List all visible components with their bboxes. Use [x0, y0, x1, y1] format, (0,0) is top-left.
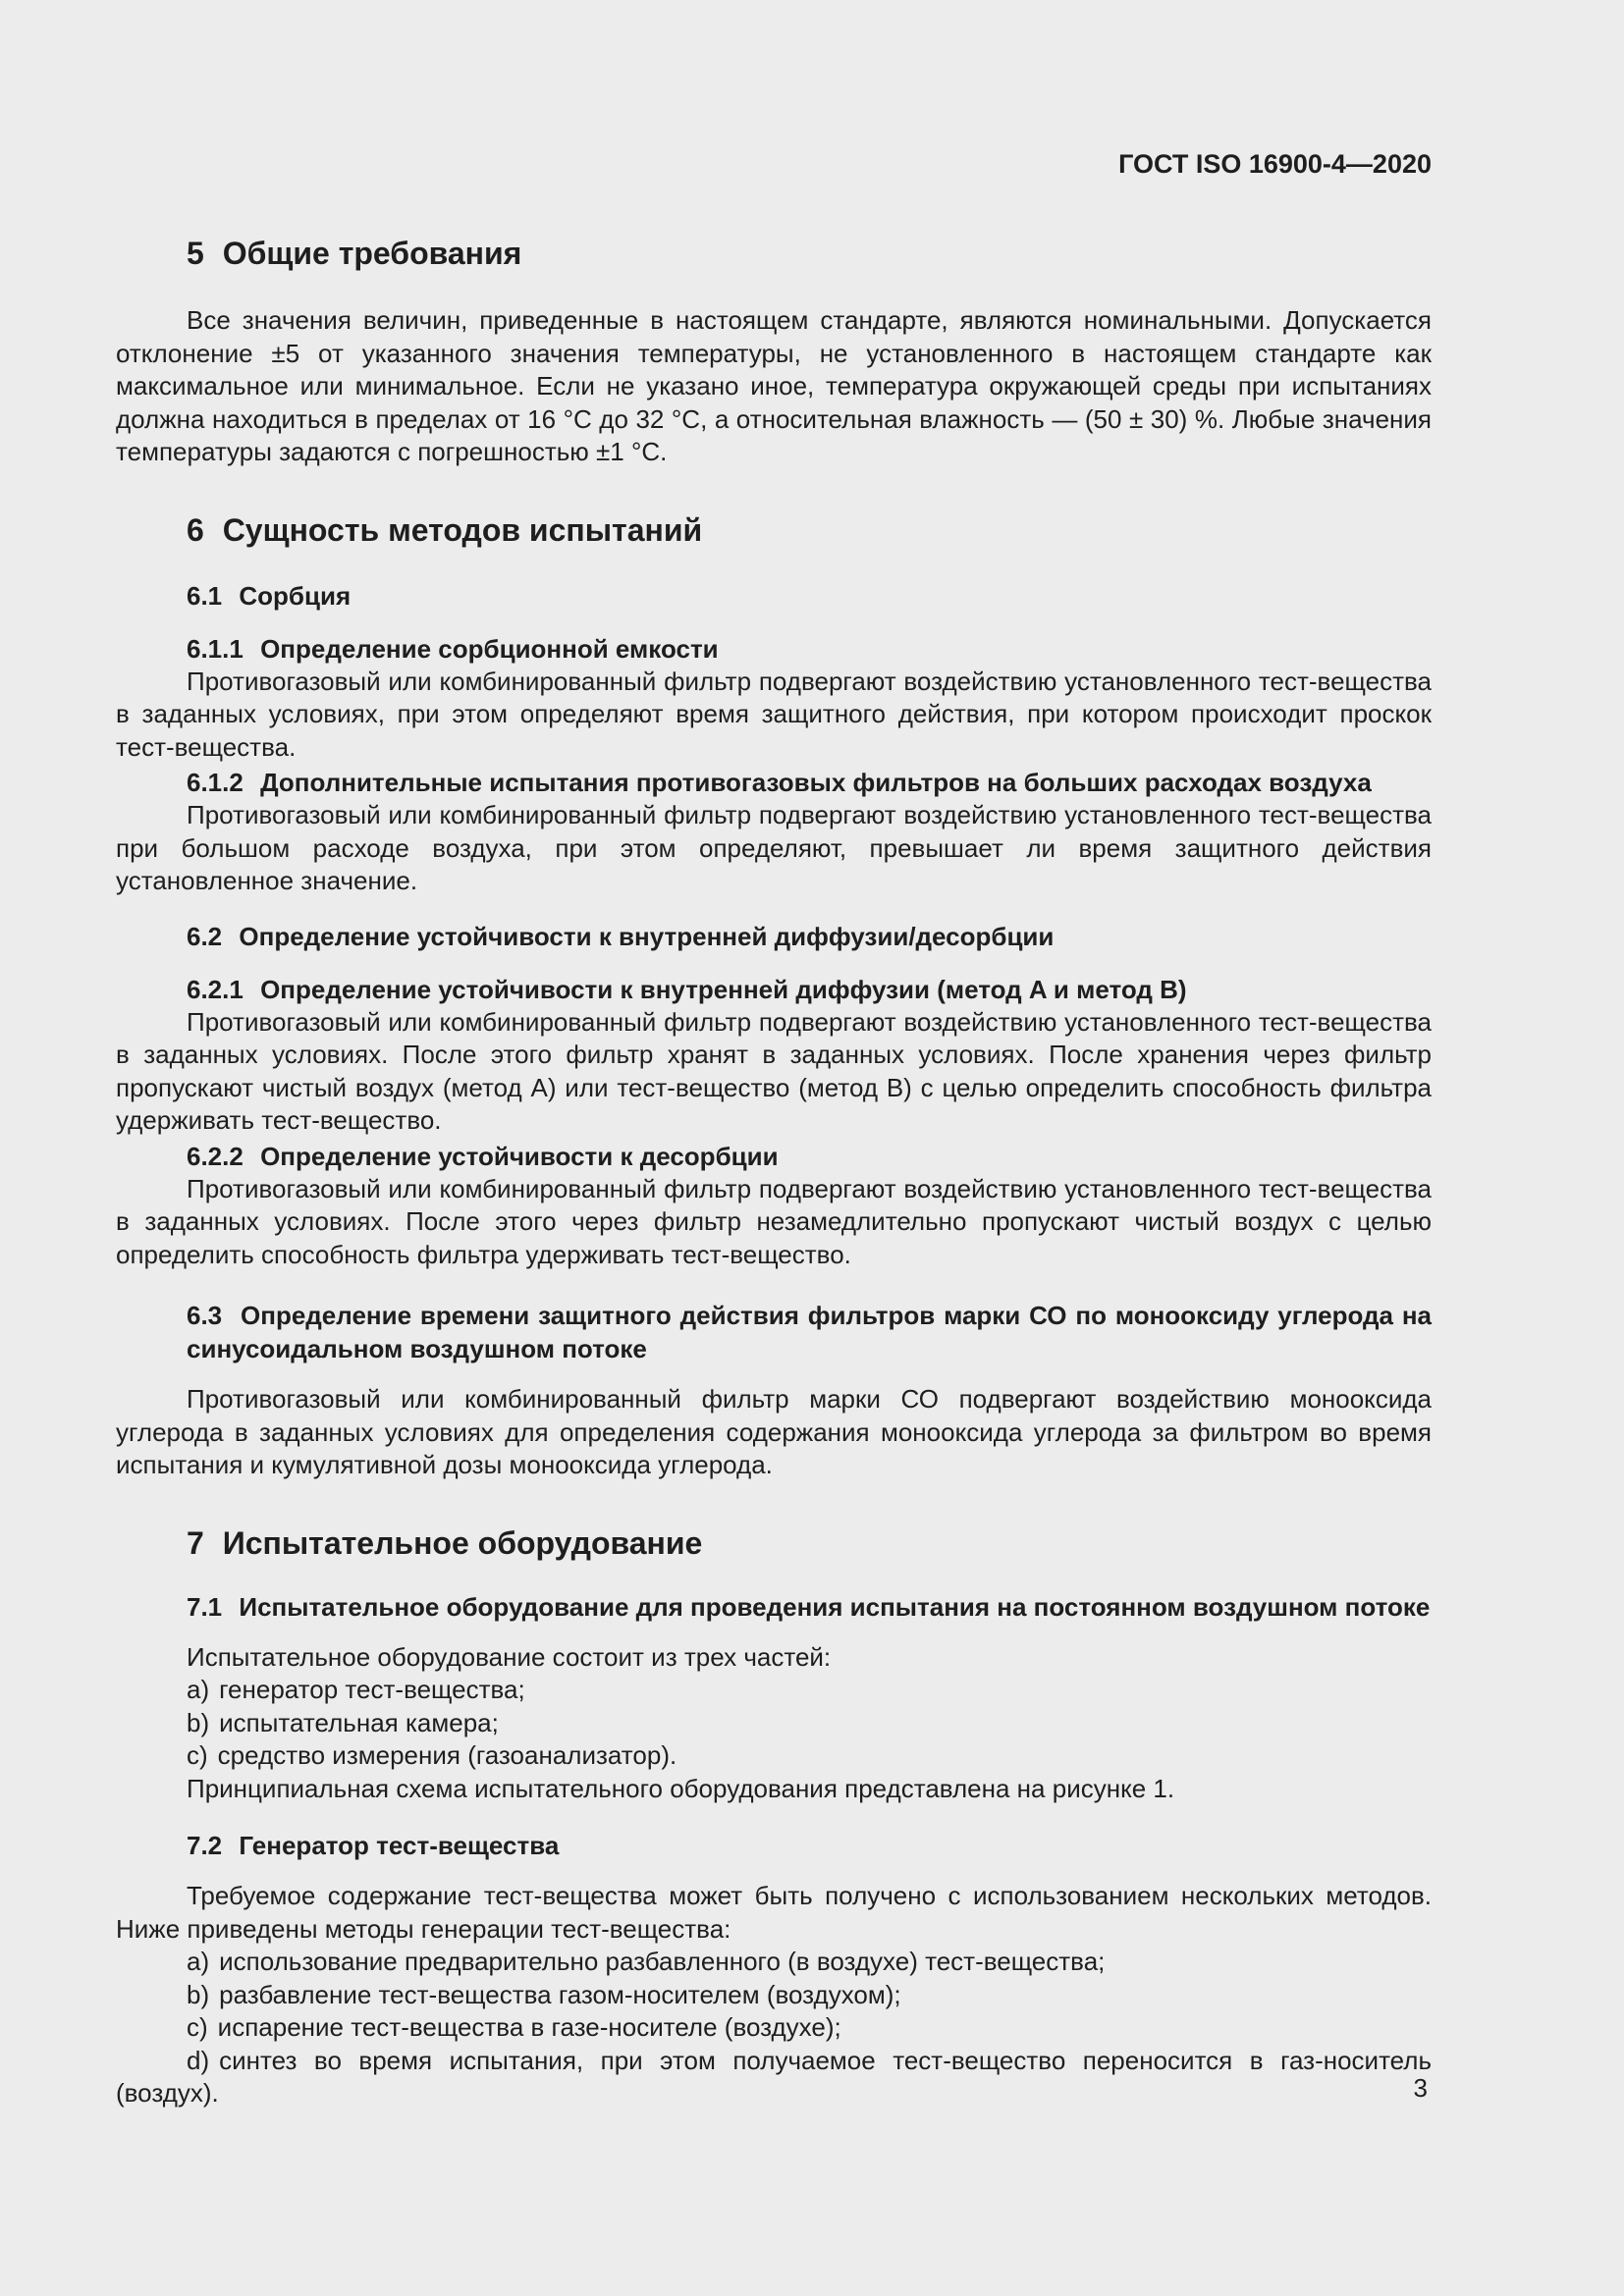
section-7-number: 7	[187, 1524, 204, 1561]
list-item-text: испарение тест-вещества в газе-носителе (воздухе);	[217, 2012, 841, 2042]
section-7-2-number: 7.2	[187, 1831, 223, 1860]
list-item	[116, 1946, 1432, 1979]
section-6-2-1-title: Определение устойчивости к внутренней диффузии (метод A и метод B)	[260, 974, 1187, 1004]
section-7-1-heading	[116, 1590, 1432, 1624]
section-6-1-heading	[116, 579, 1432, 613]
section-6-3-heading	[116, 1299, 1432, 1365]
list-marker: d)	[187, 2045, 210, 2075]
section-6-2-heading	[116, 920, 1432, 953]
section-7-1-outro: Принципиальная схема испытательного оборудования представлена на рисунке 1.	[187, 1773, 1175, 1803]
list-item-text: использование предварительно разбавленного (в воздухе) тест-вещества;	[219, 1947, 1106, 1976]
list-item	[116, 2011, 1432, 2045]
list-marker: c)	[187, 1740, 208, 1770]
list-item	[116, 2045, 1432, 2110]
list-item-text: разбавление тест-вещества газом-носителем (воздухом);	[219, 1979, 901, 2009]
document-id-header: ГОСТ ISO 16900-4—2020	[1118, 149, 1432, 179]
section-6-heading	[116, 508, 1432, 552]
section-7-2-heading	[116, 1829, 1432, 1862]
section-6-1-2-title: Дополнительные испытания противогазовых фильтров на больших расходах воздуха	[260, 768, 1372, 797]
page-content	[116, 139, 1432, 2110]
section-6-1-1-title: Определение сорбционной емкости	[260, 633, 719, 664]
section-7-heading	[116, 1522, 1432, 1565]
list-marker: c)	[187, 2012, 208, 2042]
list-item	[116, 1739, 1432, 1773]
section-5-number: 5	[187, 236, 204, 271]
section-6-1-2-paragraph: Противогазовый или комбинированный фильтр подвергают воздействию установленного тест-вещества при большом расходе воздуха, при этом определяют, превышает ли время защитного действия установленное значение.	[116, 800, 1432, 895]
section-6-1-1-heading	[116, 632, 1432, 666]
section-5-title: Общие требования	[222, 236, 522, 271]
list-item	[116, 1674, 1432, 1707]
section-6-2-number: 6.2	[187, 921, 223, 951]
section-6-2-1-number: 6.2.1	[187, 974, 244, 1004]
section-6-2-title: Определение устойчивости к внутренней диффузии/десорбции	[239, 921, 1055, 951]
page-number: 3	[1413, 2073, 1428, 2103]
list-marker: a)	[187, 1675, 210, 1704]
section-6-2-2-title: Определение устойчивости к десорбции	[260, 1141, 779, 1171]
list-item-text: средство измерения (газоанализатор).	[217, 1740, 677, 1770]
section-6-1-title: Сорбция	[239, 580, 352, 611]
section-6-2-2-heading	[116, 1140, 1432, 1173]
section-7-title: Испытательное оборудование	[222, 1524, 703, 1561]
section-6-1-1-number: 6.1.1	[187, 633, 244, 664]
section-7-2-paragraph: Требуемое содержание тест-вещества может быть получено с использованием нескольких методов. Ниже приведены методы генерации тест-вещества:	[116, 1881, 1432, 1944]
section-6-1-number: 6.1	[187, 580, 223, 611]
list-item-text: генератор тест-вещества;	[219, 1675, 525, 1704]
section-6-2-1-heading	[116, 973, 1432, 1006]
section-6-3-paragraph: Противогазовый или комбинированный фильтр марки СО подвергают воздействию монооксида углерода в заданных условиях для определения содержания монооксида углерода за фильтром во время испытания и кумулятивной дозы монооксида углерода.	[116, 1384, 1432, 1479]
section-7-1-intro: Испытательное оборудование состоит из трех частей:	[187, 1641, 832, 1672]
section-7-1-title: Испытательное оборудование для проведения испытания на постоянном воздушном потоке	[239, 1591, 1431, 1622]
list-item-text: синтез во время испытания, при этом получаемое тест-вещество переносится в газ-носитель (воздух).	[116, 2045, 1432, 2108]
section-6-2-1-paragraph: Противогазовый или комбинированный фильтр подвергают воздействию установленного тест-вещества в заданных условиях. После этого фильтр хранят в заданных условиях. После хранения через фильтр пропускают чистый воздух (метод A) или тест-вещество (метод B) с целью определить способность фильтра удерживать тест-вещество.	[116, 1006, 1432, 1135]
section-7-2-title: Генератор тест-вещества	[239, 1831, 560, 1860]
section-6-number: 6	[187, 511, 204, 548]
list-marker: b)	[187, 1979, 210, 2009]
section-6-2-2-paragraph: Противогазовый или комбинированный фильтр подвергают воздействию установленного тест-вещества в заданных условиях. После этого через фильтр незамедлительно пропускают чистый воздух с целью определить способность фильтра удерживать тест-вещество.	[116, 1173, 1432, 1269]
section-6-3-title: Определение времени защитного действия фильтров марки СО по монооксиду углерода на синусоидальном воздушном потоке	[187, 1301, 1432, 1363]
section-6-1-1-paragraph: Противогазовый или комбинированный фильтр подвергают воздействию установленного тест-вещества в заданных условиях, при этом определяют время защитного действия, при котором происходит проскок тест-вещества.	[116, 666, 1432, 762]
section-7-1-number: 7.1	[187, 1591, 223, 1622]
section-5-paragraph: Все значения величин, приведенные в настоящем стандарте, являются номинальными. Допускается отклонение ±5 от указанного значения температуры, не установленного в настоящем стандарте как максимальное или минимальное. Если не указано иное, температура окружающей среды при испытаниях должна находиться в пределах от 16 °С до 32 °С, а относительная влажность — (50 ± 30) %. Любые значения температуры задаются с погрешностью ±1 °С.	[116, 305, 1432, 466]
section-6-2-2-number: 6.2.2	[187, 1141, 244, 1171]
section-6-title: Сущность методов испытаний	[222, 511, 703, 548]
list-item	[116, 1979, 1432, 2012]
section-6-1-2-heading	[116, 766, 1432, 799]
list-item	[116, 1707, 1432, 1740]
list-marker: b)	[187, 1707, 210, 1737]
section-6-3-number: 6.3	[187, 1301, 223, 1330]
section-6-1-2-number: 6.1.2	[187, 768, 244, 797]
section-5-heading	[116, 232, 1432, 275]
list-item-text: испытательная камера;	[219, 1707, 499, 1737]
list-marker: a)	[187, 1947, 210, 1976]
